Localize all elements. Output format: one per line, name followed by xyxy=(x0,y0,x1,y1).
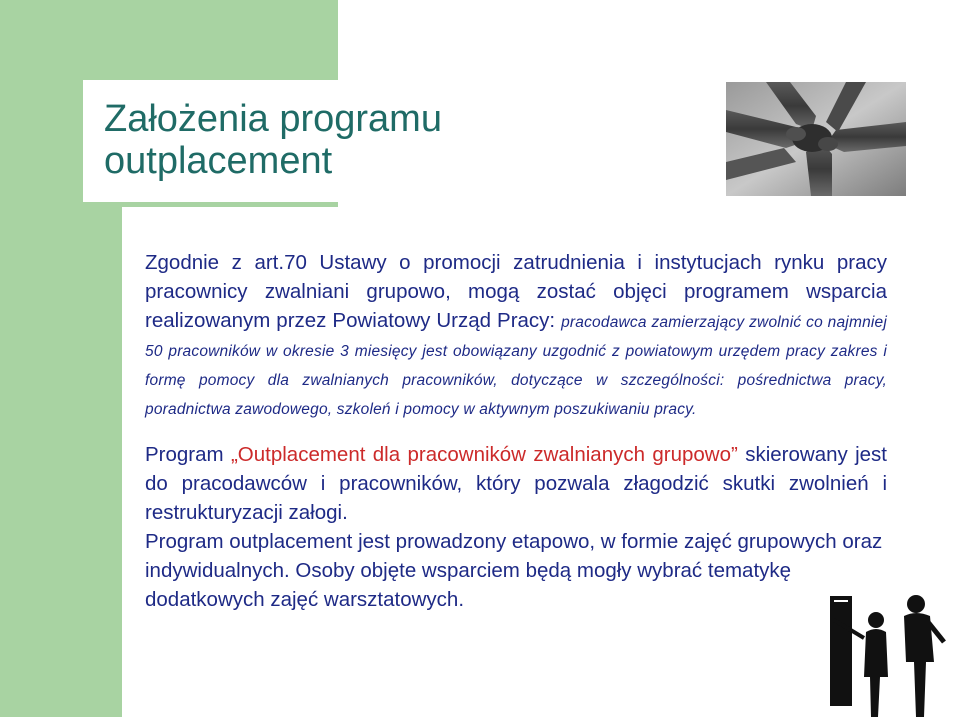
slide-body xyxy=(145,248,887,614)
program-name-highlight: „Outplacement dla pracowników zwalnianych grupowo” xyxy=(230,443,738,466)
paragraph-stages: Program outplacement jest prowadzony etapowo, w formie zajęć grupowych oraz indywidualnych. Osoby objęte wsparciem będą mogły wybrać tematykę dodatkowych zajęć warsztatowych. xyxy=(145,530,883,611)
paragraph-program-rest: skierowany jest do pracodawców i pracowników, który pozwala złagodzić skutki zwolnień i restrukturyzacji załogi. xyxy=(145,443,887,524)
paragraph-article-70-details: pracodawca zamierzający zwolnić co najmniej 50 pracowników w okresie 3 miesięcy jest obowiązany uzgodnić z powiatowym urzędem pracy zakres i formę pomocy dla zwalnianych pracowników, dotyczące w szczególności: pośrednictwa pracy, poradnictwa zawodowego, szkoleń i pomocy w aktywnym poszukiwaniu pracy. xyxy=(145,314,887,418)
slide-title xyxy=(104,98,442,182)
paragraph-program xyxy=(145,440,887,527)
paragraph-article-70 xyxy=(145,248,887,422)
paragraph-article-70-intro: Zgodnie z art.70 Ustawy o promocji zatrudnienia i instytucjach rynku pracy pracownicy zwalniani grupowo, mogą zostać objęci programem wsparcia realizowanym przez Powiatowy Urząd Pracy: xyxy=(145,251,887,332)
interlocked-hands-image xyxy=(726,82,906,196)
slide-title-line-1: Założenia programu xyxy=(104,98,442,140)
presentation-silhouettes-image xyxy=(816,582,960,717)
slide-title-line-2: outplacement xyxy=(104,140,333,182)
paragraph-program-prefix: Program xyxy=(145,443,231,466)
